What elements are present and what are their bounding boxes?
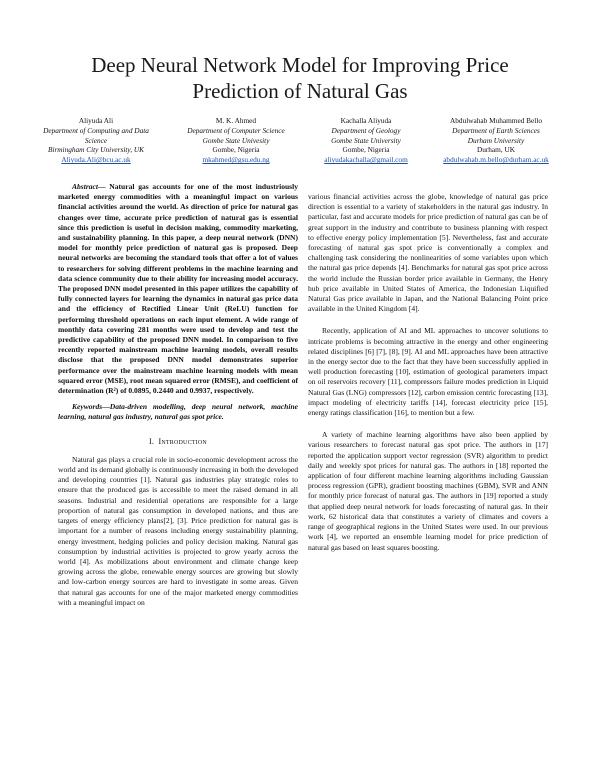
- author-email-link[interactable]: aliyudakachalla@gmail.com: [324, 155, 408, 165]
- title-line-1: Deep Neural Network Model for Improving Price: [91, 53, 509, 77]
- section-numeral: I.: [149, 436, 155, 446]
- author-department: Department of Computing and Data Science: [43, 125, 149, 145]
- author-location: Durham, UK: [476, 145, 516, 155]
- author-department: Department of Earth Sciences: [452, 125, 540, 135]
- keywords-text: Data-driven modelling, deep neural network, machine learning, natural gas industry, natural gas spot price.: [58, 402, 298, 422]
- author-email-link[interactable]: mkahmed@gsu.edu.ng: [202, 155, 270, 165]
- body-paragraph: Natural gas plays a crucial role in socio-economic development across the world and its demand globally is continuously increasing in both the developed and developing countries [1]. Natural gas industries play strategic roles to ensure that the produced gas is accessible to meet the raised demand in all seasons. Industrial and residential operations are responsible for a large proportion of natural gas consumption in developed nations, and thus are targets of energy efficiency plans[2], [3]. Price prediction for natural gas is important for a number of reasons including energy sustainability planning, energy investment, hedging policies and policy decision making. Natural gas consumption by industrial activities is projected to grow yearly across the world [4]. As mobilizations about environment and climate change keep growing across the globe, renewable energy sources are growing but slowly and low-carbon energy sources are hard to investigate in some areas. Given that natural gas accounts for one of the major marketed energy commodities with a meaningful impact on: [58, 454, 298, 607]
- author-department: Department of Computer Science: [187, 125, 285, 135]
- author-university: Birmingham City University, UK: [47, 145, 145, 155]
- author-email-link[interactable]: Aliyuda.Ali@bcu.ac.uk: [61, 155, 131, 165]
- author-name: Abdulwahab Muhammed Bello: [449, 116, 542, 125]
- author-location: Gombe, Nigeria: [212, 145, 260, 155]
- body-paragraph: various financial activities across the globe, knowledge of natural gas price direction is essential to a variety of stakeholders in the natural gas industry. In particular, fast and accurate models for price prediction of natural gas can be of great support in the industry and contribute to business planning with respect to effective energy policy implementation [5]. Nevertheless, fast and accurate forecasting of natural gas spot price is conventionally a complex and challenging task considering the nonlinearities of some variables upon which the natural gas price depends [4]. Benchmarks for natural gas spot price across the world include the Russian border price available in Germany, the Henry hub price available in United States of America, the Indonesian Liquified Natural Gas price available in Japan, and the National Balancing Point price available in the United Kingdom [4].: [308, 192, 548, 314]
- title-line-2: Prediction of Natural Gas: [192, 79, 408, 103]
- left-column: [58, 182, 298, 608]
- author-university: Gombe State Univesity: [202, 135, 270, 145]
- abstract-label: Abstract—: [72, 182, 106, 191]
- author-block-2: [172, 116, 300, 165]
- author-name: M. K. Ahmed: [215, 116, 257, 125]
- author-department: Department of Geology: [331, 125, 401, 135]
- author-name: Kachalla Aliyuda: [340, 116, 392, 125]
- right-column: [308, 192, 548, 553]
- paper-title: [40, 52, 560, 104]
- author-block-4: [432, 116, 560, 165]
- author-university: Gombe State University: [331, 135, 401, 145]
- author-block-1: [36, 116, 156, 165]
- author-university: Durham University: [467, 135, 525, 145]
- section-title: Introduction: [158, 436, 207, 446]
- author-email-link[interactable]: abdulwahab.m.bello@durham.ac.uk: [443, 155, 549, 165]
- keywords-label: Keywords—: [72, 402, 110, 412]
- author-location: Gombe, Nigeria: [342, 145, 390, 155]
- author-name: Aliyuda Ali: [78, 116, 114, 125]
- section-heading-introduction: [58, 437, 298, 447]
- keywords: [58, 402, 298, 422]
- body-paragraph: A variety of machine learning algorithms have also been applied by various researchers to forecast natural gas spot price. The authors in [17] reported the application support vector regression (SVR) algorithm to predict daily and weekly spot prices for natural gas. The authors in [18] reported the application of four different machine learning algorithms including Gaussian process regression (GPR), gradient boosting machines (GBM), SVR and ANN for monthly price forecast of natural gas. The authors in [19] reported a study that applied deep neural network for loads forecasting of natural gas. In their work, 62 historical data that constitutes a variety of climates and covers a range of geographical regions in the United States were used. In our previous work [4], we reported an ensemble learning model for price prediction of natural gas based on least squares boosting.: [308, 430, 548, 552]
- author-block-3: [304, 116, 428, 165]
- abstract-text: Natural gas accounts for one of the most industriously marketed energy commodities with a meaningful impact on various financial activities around the world. As direction of price for natural gas changes over time, accurate price prediction of natural gas is essential since this prediction is useful in decision making, commodity marketing, and sustainability planning. In this paper, a deep neural network (DNN) model for monthly price prediction of natural gas is proposed. Deep neural networks are becoming the standard tools that offer a lot of values to researchers for solving different problems in the machine learning and data science community due to their ability for increasing model accuracy. The proposed DNN model presented in this paper utilizes the capability of fully connected layers for learning the dynamics in natural gas price data and the efficiency of Rectified Linear Unit (ReLU) function for performing threshold operations on each input element. A wide range of monthly data covering 281 months were used to develop and test the predictive capability of the proposed DNN model. In comparison to five recently reported mainstream machine learning models, overall results disclose that the proposed DNN model demonstrates superior performance over the mainstream machine learning models with mean squared error (MSE), root mean squared error (RMSE), and coefficient of determination (R²) of 0.0895, 0.2440 and 0.9937, respectively.: [58, 182, 298, 396]
- body-paragraph: Recently, application of AI and ML approaches to uncover solutions to intricate problems is becoming attractive in the energy and other engineering related disciplines [6] [7], [8], [9]. AI and ML approaches have been attractive in the energy sector due to the fact that they have been successfully applied in well production forecasting [10], estimation of geological parameters impact on oil reservoirs recovery [11], compressors failure modes prediction in Liquid Natural Gas (LNG) compressors [12], carbon emission centric forecasting [13], impact modeling of electricity tariffs [14], forecast electricity price [15], energy ratings classification [16], to mention but a few.: [308, 326, 548, 418]
- abstract: [58, 182, 298, 396]
